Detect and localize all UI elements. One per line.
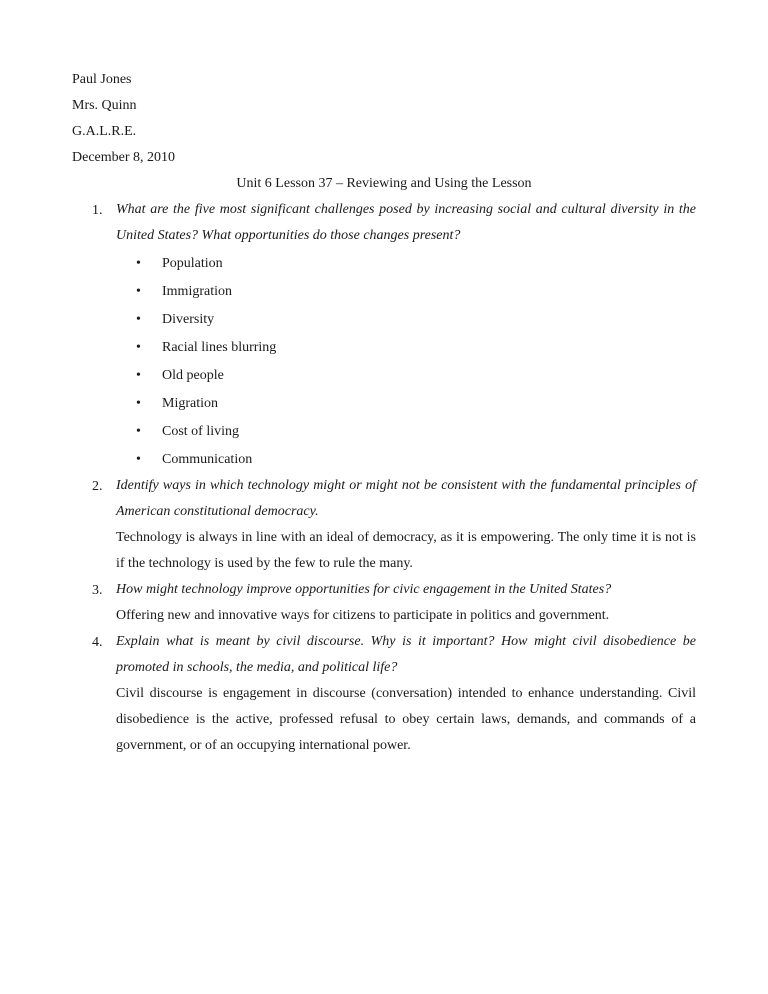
bullet-icon: • — [136, 340, 141, 355]
list-item-label: Migration — [162, 396, 218, 411]
list-item-label: Diversity — [162, 312, 215, 327]
list-item — [136, 311, 214, 329]
bullet-icon: • — [136, 256, 141, 271]
bullet-icon: • — [136, 368, 141, 383]
list-item-label: Immigration — [162, 284, 232, 299]
list-item-label: Racial lines blurring — [162, 340, 277, 355]
bullet-icon: • — [136, 424, 141, 439]
list-item — [136, 255, 223, 273]
question-text: How might technology improve opportunities for civic engagement in the United States? — [116, 582, 612, 597]
document-title: Unit 6 Lesson 37 – Reviewing and Using the Lesson — [236, 176, 532, 191]
list-item — [136, 339, 276, 357]
question-number: 2. — [92, 479, 103, 494]
list-item-label: Old people — [162, 368, 224, 383]
teacher-name: Mrs. Quinn — [72, 98, 137, 113]
list-item-label: Communication — [162, 452, 253, 467]
question-number: 4. — [92, 635, 103, 650]
list-item — [136, 451, 252, 469]
student-name: Paul Jones — [72, 72, 132, 87]
question-number: 3. — [92, 583, 103, 598]
answer-text: Technology is always in line with an ideal of democracy, as it is empowering. The only time it is not is if the technology is used by the few to rule the many. — [116, 530, 696, 571]
bullet-icon: • — [136, 396, 141, 411]
question-text: Identify ways in which technology might or might not be consistent with the fundamental principles of American constitutional democracy. — [116, 478, 696, 519]
answer-text: Civil discourse is engagement in discourse (conversation) intended to enhance understanding. Civil disobedience is the active, professed refusal to obey certain laws, demands, and commands of a government, or of an occupying international power. — [116, 686, 696, 753]
list-item-label: Cost of living — [162, 424, 240, 439]
bullet-icon: • — [136, 284, 141, 299]
question-text: Explain what is meant by civil discourse. Why is it important? How might civil disobedience be promoted in schools, the media, and political life? — [116, 634, 696, 675]
list-item — [136, 283, 232, 301]
question-number: 1. — [92, 203, 103, 218]
course-name: G.A.L.R.E. — [72, 124, 137, 139]
document-date: December 8, 2010 — [72, 150, 176, 165]
list-item-label: Population — [162, 256, 223, 271]
list-item — [136, 367, 224, 385]
question-text: What are the five most significant challenges posed by increasing social and cultural diversity in the United States? What opportunities do those changes present? — [116, 202, 696, 243]
list-item — [136, 395, 218, 413]
bullet-icon: • — [136, 452, 141, 467]
answer-text: Offering new and innovative ways for citizens to participate in politics and government. — [116, 608, 610, 623]
bullet-icon: • — [136, 312, 141, 327]
list-item — [136, 423, 239, 441]
